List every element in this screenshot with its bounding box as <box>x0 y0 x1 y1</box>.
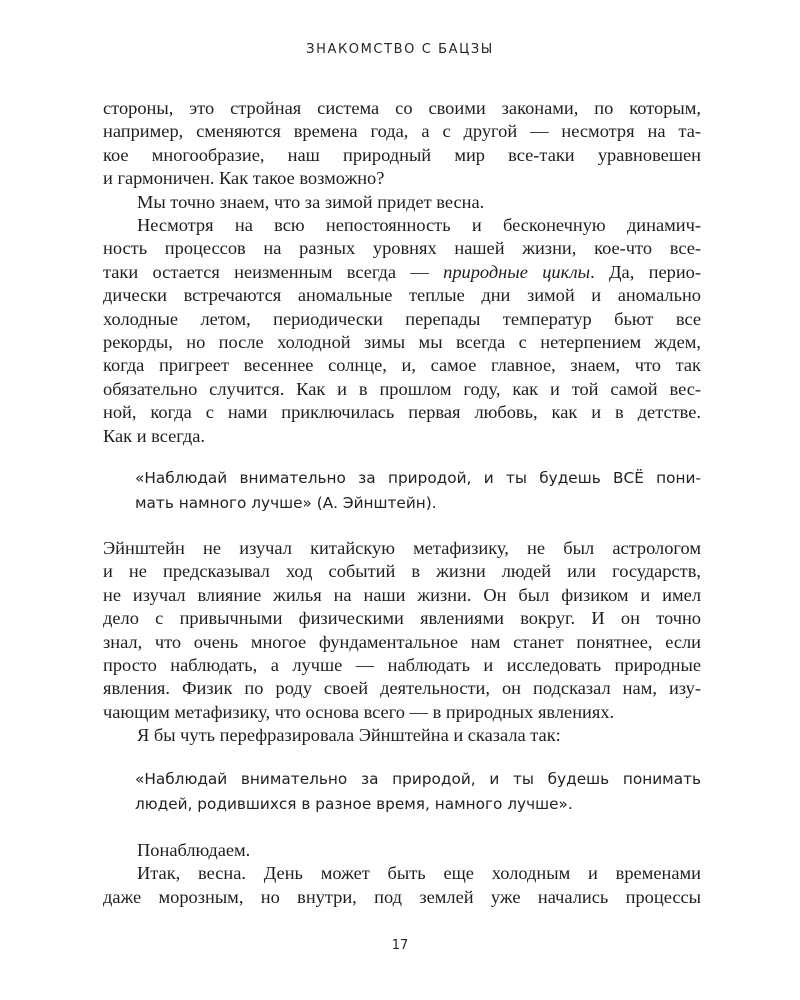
text-line: дело с привычными физическими явлениями вокруг. И он точно <box>103 608 701 629</box>
text-line: знал, что очень многое фундаментальное нам станет понятнее, если <box>103 631 701 652</box>
quote-line: «Наблюдай внимательно за природой, и ты будешь ВСЁ пони- <box>135 469 701 487</box>
text-line: дически встречаются аномальные теплые дни зимой и аномально <box>103 285 701 306</box>
text-line: Мы точно знаем, что за зимой придет весна. <box>137 191 485 212</box>
text-line: когда пригреет весеннее солнце, и, самое главное, знаем, что так <box>103 355 701 376</box>
text-line: явления. Физик по роду своей деятельности, он подсказал нам, изу- <box>103 678 701 699</box>
text-line: ной, когда с нами приключилась первая любовь, как и в детстве. <box>103 402 701 423</box>
paragraph-block-1 <box>103 97 701 448</box>
paragraph-block-3 <box>103 839 701 909</box>
text-line: чающим метафизику, что основа всего — в природных явлениях. <box>103 701 615 722</box>
text-run: . Да, перио- <box>590 261 701 282</box>
text-line: Эйнштейн не изучал китайскую метафизику, не был астрологом <box>103 538 701 558</box>
text-line <box>103 261 701 284</box>
text-line: холодные летом, периодически перепады температур бьют все <box>103 308 701 329</box>
quote-line: людей, родившихся в разное время, намного лучше». <box>135 795 573 813</box>
quote-block-2 <box>135 767 701 817</box>
text-line: обязательно случится. Как и в прошлом году, как и той самой вес- <box>103 378 701 399</box>
running-head: ЗНАКОМСТВО С БАЦЗЫ <box>306 42 494 57</box>
text-line: стороны, это стройная система со своими законами, по которым, <box>103 98 701 118</box>
emphasis-text: природные циклы <box>443 261 591 282</box>
text-line: например, сменяются времена года, а с другой — несмотря на та- <box>103 121 701 142</box>
text-line: кое многообразие, наш природный мир все-таки уравновешен <box>103 144 701 165</box>
text-run: таки остается неизменным всегда — <box>103 261 444 282</box>
text-line: рекорды, но после холодной зимы мы всегда с нетерпением ждем, <box>103 332 701 353</box>
page-number: 17 <box>391 938 409 953</box>
text-line: и гармоничен. Как такое возможно? <box>103 168 385 189</box>
text-line: и не предсказывал ход событий в жизни людей или государств, <box>103 561 701 582</box>
text-line: просто наблюдать, а лучше — наблюдать и исследовать природные <box>103 655 701 676</box>
quote-block-1 <box>135 466 701 516</box>
text-line: даже морозным, но внутри, под землей уже начались процессы <box>103 886 701 907</box>
text-line: ность процессов на разных уровнях нашей жизни, кое-что все- <box>103 238 701 259</box>
text-line: не изучал влияние жилья на наши жизни. Он был физиком и имел <box>103 584 701 605</box>
text-line: Несмотря на всю непостоянность и бесконечную динамич- <box>137 215 701 236</box>
text-line: Как и всегда. <box>103 425 206 446</box>
paragraph-block-2 <box>103 537 701 748</box>
text-line: Итак, весна. День может быть еще холодным и временами <box>137 863 701 884</box>
text-line: Понаблюдаем. <box>137 840 251 860</box>
text-line: Я бы чуть перефразировала Эйнштейна и сказала так: <box>137 725 561 746</box>
quote-line: «Наблюдай внимательно за природой, и ты будешь понимать <box>135 770 701 788</box>
quote-line: мать намного лучше» (А. Эйнштейн). <box>135 494 437 512</box>
